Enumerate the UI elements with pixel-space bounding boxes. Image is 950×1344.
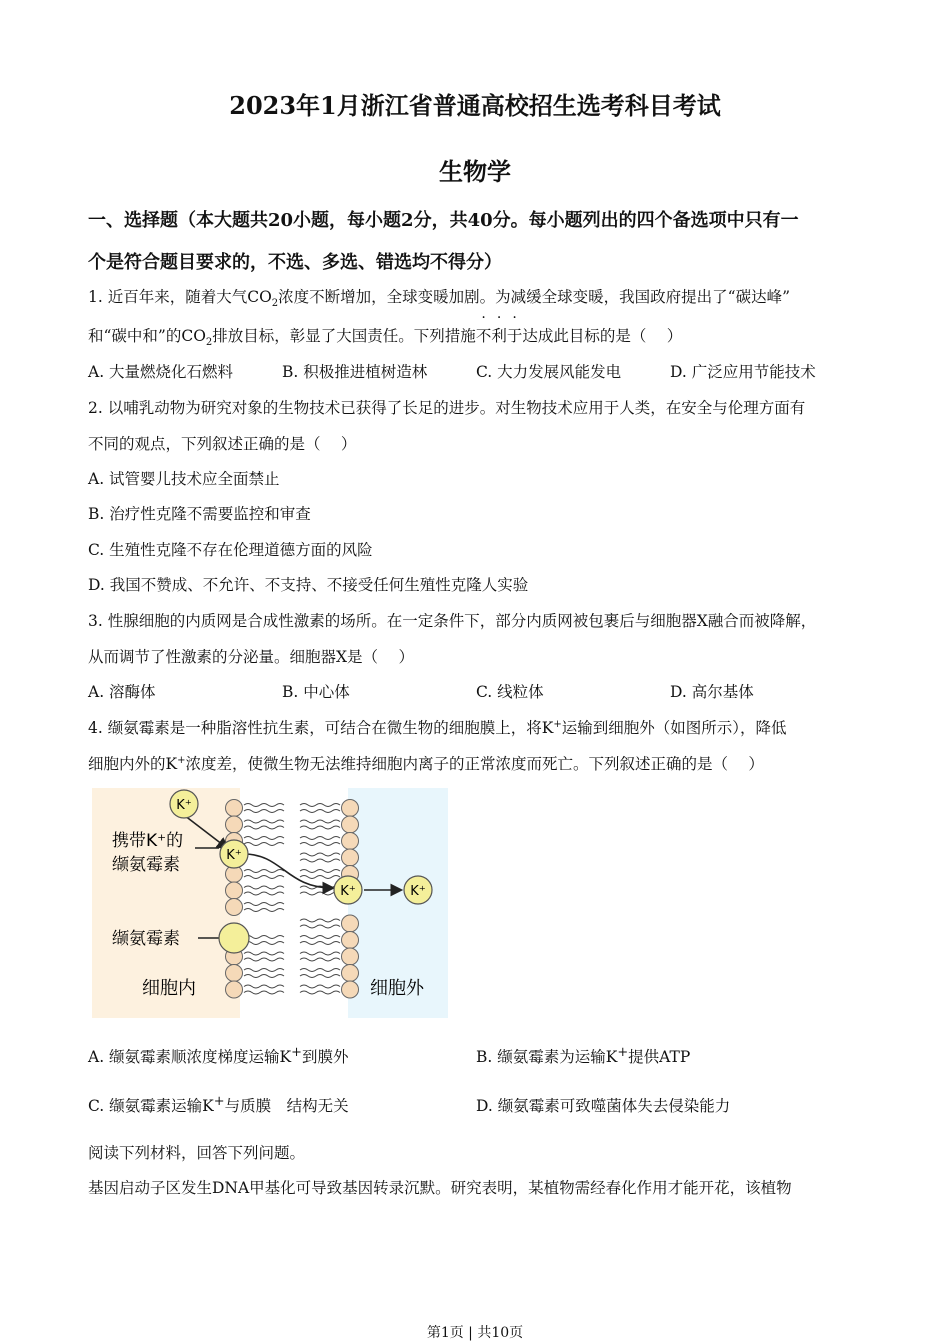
label-carrier-line-2: 缬氨霉素 — [112, 855, 180, 875]
lipid-head — [342, 816, 359, 833]
svg-text:K⁺: K⁺ — [410, 884, 426, 899]
lipid-tail — [244, 820, 284, 823]
q1-text: 达成此目标的是（ ） — [522, 327, 683, 345]
lipid-head — [342, 965, 359, 982]
q1-option-a: A. 大量燃烧化石燃料 — [88, 363, 234, 381]
q1-option-c: C. 大力发展风能发电 — [476, 363, 622, 381]
q4-option-a — [88, 1045, 348, 1067]
lipid-tail — [300, 826, 340, 829]
superscript: + — [291, 1045, 302, 1060]
emphasis-char: 利 — [491, 327, 507, 345]
superscript: + — [177, 754, 186, 766]
q4-option-c — [88, 1094, 349, 1116]
subscript: 2 — [205, 337, 213, 349]
option-text: 提供ATP — [628, 1048, 691, 1067]
lipid-tail — [300, 919, 340, 922]
lipid-tail — [300, 985, 340, 988]
lipid-tail — [244, 870, 284, 873]
lipid-tail — [300, 876, 340, 879]
q2-option-b: B. 治疗性克隆不需要监控和审查 — [88, 505, 311, 523]
lipid-tail — [244, 909, 284, 912]
q4-option-b — [476, 1045, 690, 1067]
lipid-tail — [244, 886, 284, 889]
q2-stem-line-1: 2. 以哺乳动物为研究对象的生物技术已获得了长足的进步。对生物技术应用于人类，在安全与伦理方面有 — [88, 399, 806, 417]
lipid-tail — [300, 936, 340, 939]
q3-option-c: C. 线粒体 — [476, 683, 544, 701]
lipid-head — [342, 915, 359, 932]
reading-text: 基因启动子区发生DNA甲基化可导致基因转录沉默。研究表明，某植物需经春化作用才能开花，该植物 — [88, 1179, 792, 1197]
q4-option-d: D. 缬氨霉素可致噬菌体失去侵染能力 — [476, 1097, 731, 1115]
q4-text: 运输到细胞外（如图所示），降低 — [561, 719, 787, 737]
option-text: 到膜外 — [301, 1048, 349, 1067]
option-text: A. 缬氨霉素顺浓度梯度运输K — [88, 1048, 292, 1067]
q1-text: 1. 近百年来，随着大气CO — [88, 288, 272, 306]
lipid-tail — [244, 985, 284, 988]
q2-option-a: A. 试管婴儿技术应全面禁止 — [88, 470, 280, 488]
lipid-tail — [244, 843, 284, 846]
exam-title: 2023年1月浙江省普通高校招生选考科目考试 — [229, 91, 721, 120]
lipid-tail — [300, 853, 340, 856]
lipid-tail — [244, 958, 284, 961]
lipid-tail — [244, 952, 284, 955]
q1-option-b: B. 积极推进植树造林 — [282, 363, 428, 381]
membrane-figure — [92, 788, 448, 1018]
ion-carrier-outer — [334, 876, 362, 904]
option-text: 与质膜 结构无关 — [224, 1097, 349, 1116]
label-valinomycin: 缬氨霉素 — [112, 929, 180, 949]
lipid-tail — [244, 942, 284, 945]
superscript: + — [213, 1094, 225, 1109]
svg-text:K⁺: K⁺ — [340, 884, 356, 899]
q1-option-d: D. 广泛应用节能技术 — [670, 363, 816, 381]
emphasis-char: 于 — [506, 327, 523, 345]
q1-text: 和“碳中和”的CO — [88, 327, 206, 345]
lipid-tail — [300, 942, 340, 945]
q4-stem-line-2 — [88, 752, 764, 774]
q4-text: 浓度差，使微生物无法维持细胞内离子的正常浓度而死亡。下列叙述正确的是（ ） — [185, 755, 764, 773]
lipid-tail — [244, 975, 284, 978]
section-heading-line-2: 个是符合题目要求的，不选、多选、错选均不得分） — [88, 252, 502, 273]
section-heading — [88, 200, 878, 284]
q3-option-a: A. 溶酶体 — [88, 683, 156, 701]
lipid-head — [342, 800, 359, 817]
q3-option-d: D. 高尔基体 — [670, 683, 754, 701]
ion-carrier-complex — [220, 840, 248, 868]
svg-text:K⁺: K⁺ — [176, 798, 192, 813]
lipid-tail — [244, 826, 284, 829]
lipid-tail — [300, 991, 340, 994]
lipid-head — [226, 899, 243, 916]
q3-stem-line-2: 从而调节了性激素的分泌量。细胞器X是（ ） — [88, 648, 414, 666]
lipid-tail — [244, 936, 284, 939]
lipid-head — [226, 965, 243, 982]
reading-intro: 阅读下列材料，回答下列问题。 — [88, 1144, 306, 1162]
q1-stem-line-2 — [88, 324, 682, 348]
lipid-head — [342, 849, 359, 866]
label-inside: 细胞内 — [142, 978, 196, 999]
lipid-tail — [300, 975, 340, 978]
lipid-tail — [244, 876, 284, 879]
lipid-tail — [244, 837, 284, 840]
lipid-head — [226, 882, 243, 899]
lipid-tail — [244, 969, 284, 972]
lipid-head — [342, 833, 359, 850]
q3-stem-line-1: 3. 性腺细胞的内质网是合成性激素的场所。在一定条件下，部分内质网被包裹后与细胞器X融合而被降解， — [88, 612, 817, 630]
q2-stem-line-2: 不同的观点，下列叙述正确的是（ ） — [88, 435, 357, 453]
page-footer: 第1页 | 共10页 — [426, 1325, 524, 1341]
label-outside: 细胞外 — [370, 978, 424, 999]
q4-stem-line-1 — [88, 716, 786, 738]
lipid-tail — [300, 925, 340, 928]
q4-text: 4. 缬氨霉素是一种脂溶性抗生素，可结合在微生物的细胞膜上，将K — [88, 719, 554, 737]
lipid-tail — [244, 810, 284, 813]
section-heading-line-1: 一、选择题（本大题共20小题，每小题2分，共40分。每小题列出的四个备选项中只有一 — [88, 210, 799, 231]
q1-stem-line-1 — [88, 285, 790, 309]
q1-text: 排放目标，彰显了大国责任。下列措施 — [212, 327, 476, 345]
lipid-tail — [300, 969, 340, 972]
valinomycin-molecule — [219, 923, 249, 953]
lipid-tail — [300, 870, 340, 873]
q2-option-d: D. 我国不赞成、不允许、不支持、不接受任何生殖性克隆人实验 — [88, 576, 529, 594]
lipid-tail — [244, 903, 284, 906]
lipid-tail — [300, 810, 340, 813]
lipid-tail — [300, 804, 340, 807]
lipid-tail — [244, 892, 284, 895]
lipid-tail — [300, 843, 340, 846]
subject-title: 生物学 — [439, 157, 511, 186]
lipid-tail — [244, 991, 284, 994]
q4-text: 细胞内外的K — [88, 755, 178, 773]
lipid-head — [342, 981, 359, 998]
lipid-head — [342, 932, 359, 949]
emphasis-char: 不 — [475, 327, 492, 345]
q1-text: 浓度不断增加，全球变暖加剧。为减缓全球变暖，我国政府提出了“碳达峰” — [278, 288, 791, 306]
lipid-tail — [300, 820, 340, 823]
lipid-tail — [300, 952, 340, 955]
ion-free-inside — [170, 790, 198, 818]
superscript: + — [617, 1045, 629, 1060]
superscript: + — [553, 718, 562, 730]
q2-option-c: C. 生殖性克隆不存在伦理道德方面的风险 — [88, 541, 373, 559]
lipid-tail — [244, 804, 284, 807]
q3-option-b: B. 中心体 — [282, 683, 350, 701]
lipid-tail — [300, 859, 340, 862]
ion-free-outside — [404, 876, 432, 904]
option-text: B. 缬氨霉素为运输K — [476, 1048, 618, 1067]
lipid-head — [226, 816, 243, 833]
lipid-head — [342, 948, 359, 965]
lipid-tail — [300, 958, 340, 961]
label-carrier-line-1: 携带K⁺的 — [112, 831, 184, 851]
option-text: C. 缬氨霉素运输K — [88, 1097, 214, 1116]
lipid-head — [226, 981, 243, 998]
subscript: 2 — [271, 298, 279, 310]
svg-text:K⁺: K⁺ — [226, 848, 242, 863]
lipid-tail — [300, 837, 340, 840]
lipid-head — [226, 800, 243, 817]
